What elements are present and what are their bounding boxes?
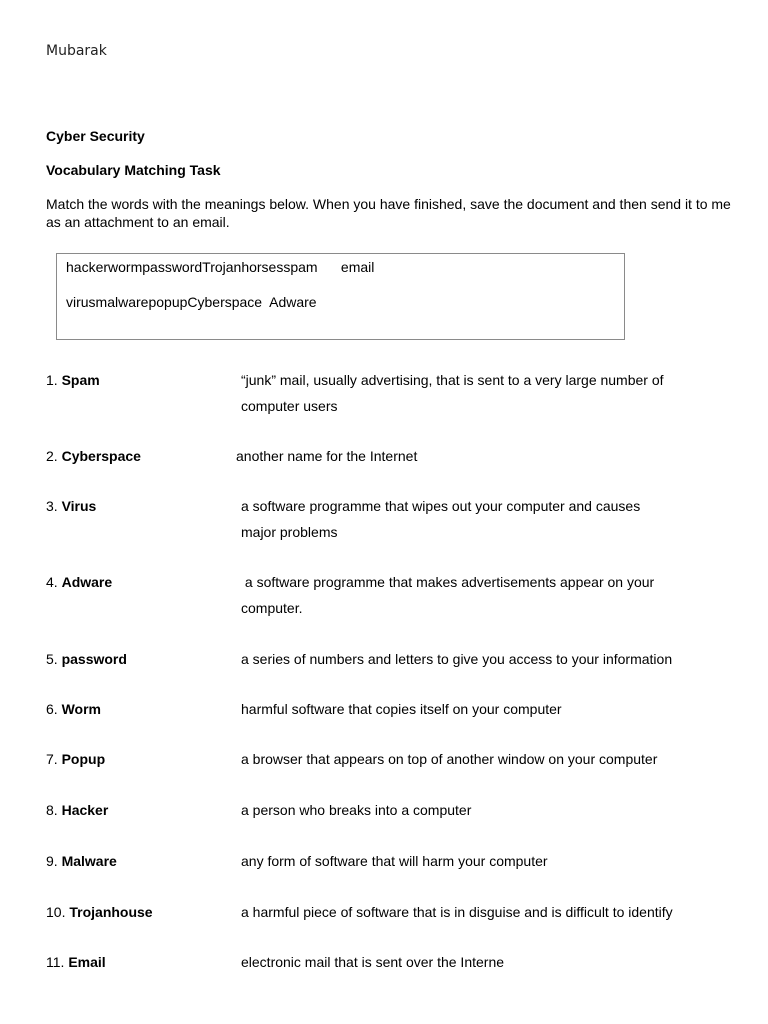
vocab-word: Trojanhouse bbox=[69, 904, 153, 920]
vocab-word: Email bbox=[68, 954, 106, 970]
vocab-definition: a software programme that makes advertisements appear on your computer. bbox=[241, 574, 655, 616]
author-name: Mubarak bbox=[46, 43, 107, 59]
item-number: 10. bbox=[46, 904, 66, 920]
vocab-term bbox=[46, 701, 101, 717]
vocab-word: Virus bbox=[61, 498, 97, 514]
vocab-term bbox=[46, 498, 96, 514]
item-number: 1. bbox=[46, 372, 58, 388]
vocab-word: Malware bbox=[61, 853, 117, 869]
vocab-term bbox=[46, 651, 127, 667]
item-number: 2. bbox=[46, 448, 58, 464]
vocab-term bbox=[46, 904, 153, 920]
vocab-term bbox=[46, 372, 100, 388]
instructions-text: Match the words with the meanings below. When you have finished, save the document and then send it to me as an attachment to an email. bbox=[46, 196, 731, 230]
vocab-word: Spam bbox=[61, 372, 100, 388]
item-number: 3. bbox=[46, 498, 58, 514]
word-bank-box bbox=[56, 253, 625, 340]
item-number: 6. bbox=[46, 701, 58, 717]
vocab-term bbox=[46, 802, 108, 818]
vocab-word: password bbox=[61, 651, 127, 667]
subject-heading: Cyber Security bbox=[46, 128, 145, 144]
vocab-definition: a browser that appears on top of another window on your computer bbox=[241, 751, 658, 767]
vocab-term bbox=[46, 574, 112, 590]
vocab-word: Cyberspace bbox=[61, 448, 141, 464]
vocab-term bbox=[46, 853, 117, 869]
vocab-definition: any form of software that will harm your computer bbox=[241, 853, 548, 869]
vocab-definition: “junk” mail, usually advertising, that is sent to a very large number of computer users bbox=[241, 372, 664, 414]
vocab-definition: electronic mail that is sent over the Interne bbox=[241, 954, 505, 970]
vocab-term bbox=[46, 448, 141, 464]
vocab-definition: a harmful piece of software that is in disguise and is difficult to identify bbox=[241, 904, 673, 920]
vocab-definition: a series of numbers and letters to give you access to your information bbox=[241, 651, 673, 667]
item-number: 4. bbox=[46, 574, 58, 590]
vocab-definition: a person who breaks into a computer bbox=[241, 802, 472, 818]
vocab-word: Worm bbox=[61, 701, 101, 717]
word-bank-line-1: hackerwormpasswordTrojanhorsesspam email bbox=[66, 259, 375, 275]
vocab-term bbox=[46, 954, 106, 970]
vocab-definition: harmful software that copies itself on your computer bbox=[241, 701, 562, 717]
item-number: 8. bbox=[46, 802, 58, 818]
item-number: 5. bbox=[46, 651, 58, 667]
item-number: 9. bbox=[46, 853, 58, 869]
item-number: 7. bbox=[46, 751, 58, 767]
item-number: 11. bbox=[46, 954, 65, 970]
vocab-term bbox=[46, 751, 105, 767]
task-title: Vocabulary Matching Task bbox=[46, 162, 221, 178]
vocab-definition: a software programme that wipes out your computer and causes major problems bbox=[241, 498, 641, 540]
word-bank-line-2: virusmalwarepopupCyberspace Adware bbox=[66, 294, 317, 310]
vocab-word: Popup bbox=[61, 751, 106, 767]
vocab-word: Adware bbox=[61, 574, 113, 590]
vocab-word: Hacker bbox=[61, 802, 109, 818]
vocab-definition: another name for the Internet bbox=[236, 448, 418, 464]
